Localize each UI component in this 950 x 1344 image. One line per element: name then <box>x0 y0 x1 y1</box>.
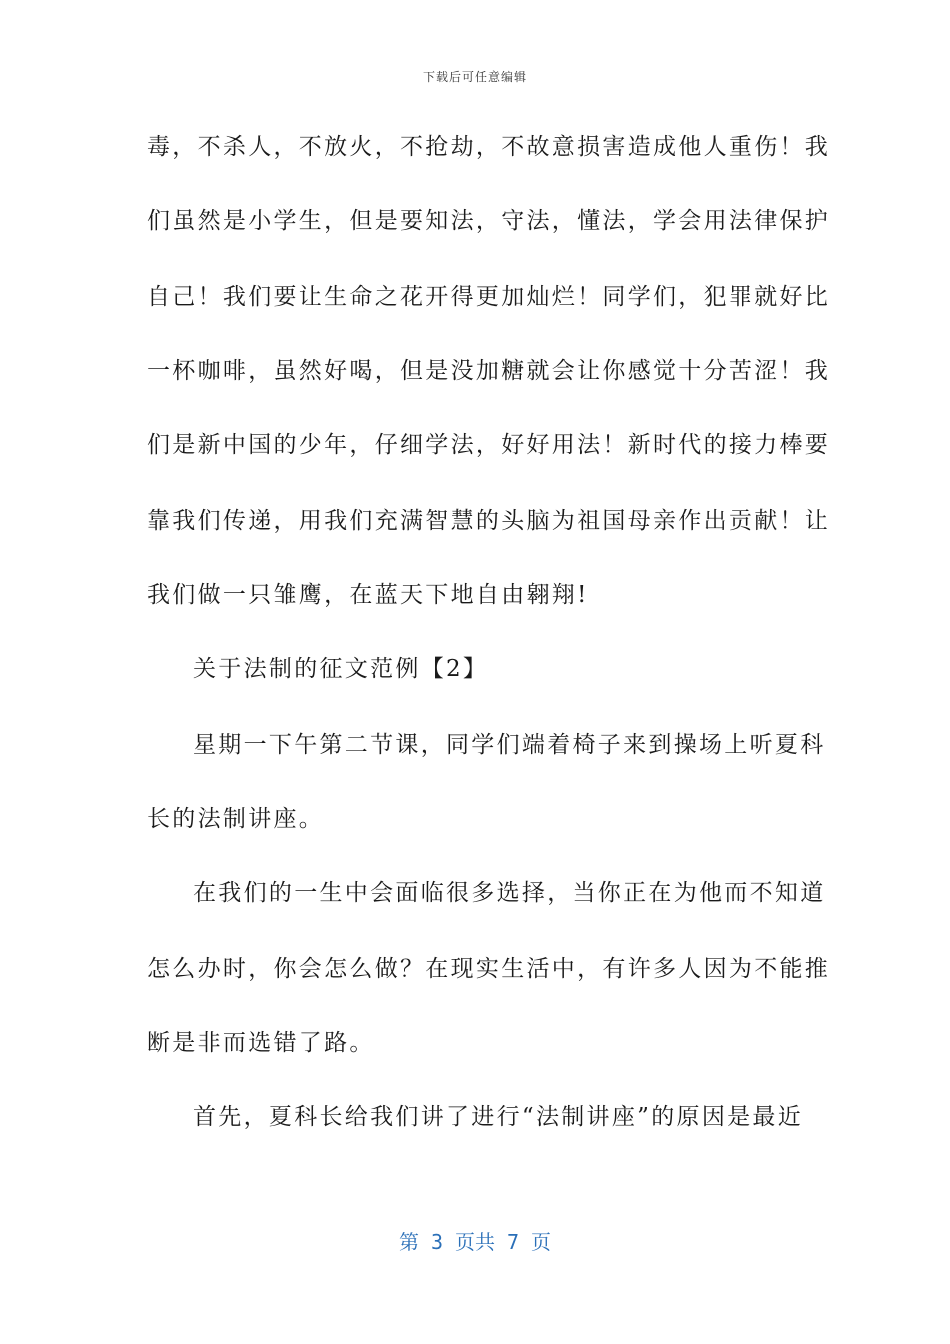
total-pages-number: 7 <box>507 1230 520 1254</box>
page-label-middle: 页共 <box>455 1230 495 1254</box>
paragraph-line: 们是新中国的少年，仔细学法，好好用法！新时代的接力棒要 <box>147 432 831 458</box>
paragraph-line: 我们做一只雏鹰，在蓝天下地自由翱翔! <box>147 582 589 608</box>
paragraph-line: 在我们的一生中会面临很多选择，当你正在为他而不知道 <box>193 880 826 906</box>
paragraph-line: 首先，夏科长给我们讲了进行“法制讲座”的原因是最近 <box>193 1104 804 1130</box>
page-label-suffix: 页 <box>531 1230 552 1254</box>
paragraph-line: 长的法制讲座。 <box>147 806 325 832</box>
paragraph-line: 怎么办时，你会怎么做？在现实生活中，有许多人因为不能推 <box>147 956 831 982</box>
paragraph-line: 一杯咖啡，虽然好喝，但是没加糖就会让你感觉十分苦涩！我 <box>147 358 831 384</box>
page-footer <box>0 1226 950 1255</box>
current-page-number: 3 <box>430 1230 443 1254</box>
paragraph-line: 靠我们传递，用我们充满智慧的头脑为祖国母亲作出贡献！让 <box>147 508 831 534</box>
page-label-prefix: 第 <box>398 1230 419 1254</box>
paragraph-line: 自己！我们要让生命之花开得更加灿烂！同学们，犯罪就好比 <box>147 284 831 310</box>
paragraph-line: 断是非而选错了路。 <box>147 1030 375 1056</box>
paragraph-line: 们虽然是小学生，但是要知法，守法，懂法，学会用法律保护 <box>147 208 831 234</box>
paragraph-line: 毒，不杀人，不放火，不抢劫，不故意损害造成他人重伤！我 <box>147 134 831 160</box>
section-heading: 关于法制的征文范例【2】 <box>193 656 489 682</box>
paragraph-line: 星期一下午第二节课，同学们端着椅子来到操场上听夏科 <box>193 732 826 758</box>
header-note: 下载后可任意编辑 <box>422 70 527 84</box>
